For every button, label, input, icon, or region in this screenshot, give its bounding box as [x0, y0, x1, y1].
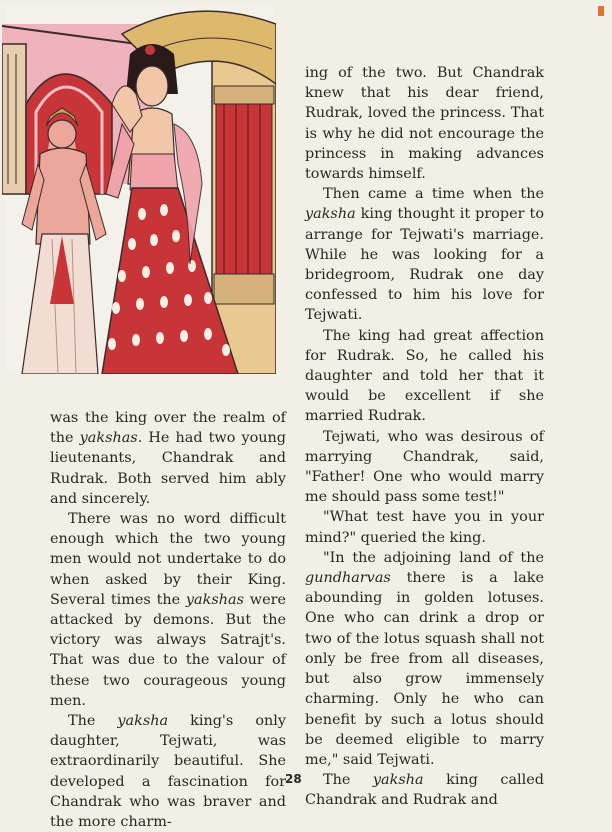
page-number: 28	[285, 772, 302, 786]
text-run: . He had two young lieutenants, Chandrak and Rudrak. Both served him ably and sincerely.	[50, 430, 286, 507]
italic-term: yaksha	[117, 713, 169, 730]
paragraph	[50, 509, 286, 711]
paragraph	[305, 184, 544, 325]
text-run: There was no word difficult enough which the two young men would not undertake to do when asked by their King. Several times the	[50, 511, 286, 608]
text-run: were attacked by demons. But the victory was always Satrajt's. That was due to the valour of these two courageous young men.	[50, 591, 286, 709]
paragraph	[50, 408, 286, 509]
italic-term: yaksha	[372, 772, 424, 789]
italic-term: yakshas	[185, 591, 244, 608]
paragraph	[305, 770, 544, 810]
text-run: there is a lake abounding in golden lotuses. One who can drink a drop or two of the lotus squash shall not only be free from all diseases, but also grow immensely charming. Only he who can benefit by such a lotus should be deemed eligible to marry me," said Tejwati.	[305, 570, 544, 768]
italic-term: gundharvas	[305, 570, 391, 587]
text-run: Then came a time when the	[323, 186, 544, 203]
paragraph: ing of the two. But Chandrak knew that his dear friend, Rudrak, loved the princess. That is why he did not encourage the princess in making advances towards himself.	[305, 65, 544, 183]
paragraph: The king had great affection for Rudrak. So, he called his daughter and told her that it would be excellent if she married Rudrak.	[305, 327, 544, 425]
page-corner-marker	[598, 6, 604, 16]
right-text-column	[305, 63, 544, 811]
paragraph: Tejwati, who was desirous of marrying Chandrak, said, "Father! One who would marry me should pass some test!"	[305, 428, 544, 506]
text-run: was the king over the realm of the	[50, 410, 286, 447]
paragraph	[305, 548, 544, 770]
text-run: king's only daughter, Tejwati, was extraordinarily beautiful. She developed a fascination for Chandrak who was braver and the more charm-	[50, 713, 286, 831]
italic-term: yakshas	[79, 430, 138, 447]
illustration-drawing	[2, 4, 276, 374]
left-text-column	[50, 408, 286, 832]
paragraph	[50, 711, 286, 832]
text-run: The	[323, 772, 373, 789]
text-run: king thought it proper to arrange for Tejwati's marriage. While he was looking for a bridegroom, Rudrak one day confessed to him his love for Tejwati.	[305, 206, 544, 324]
princess-and-prince-illustration	[2, 4, 276, 374]
italic-term: yaksha	[305, 206, 356, 223]
text-run: king called Chandrak and Rudrak and	[305, 772, 544, 809]
text-run: The	[68, 713, 118, 730]
paragraph: "What test have you in your mind?" queried the king.	[305, 509, 544, 546]
text-run: "In the adjoining land of the	[323, 549, 544, 566]
